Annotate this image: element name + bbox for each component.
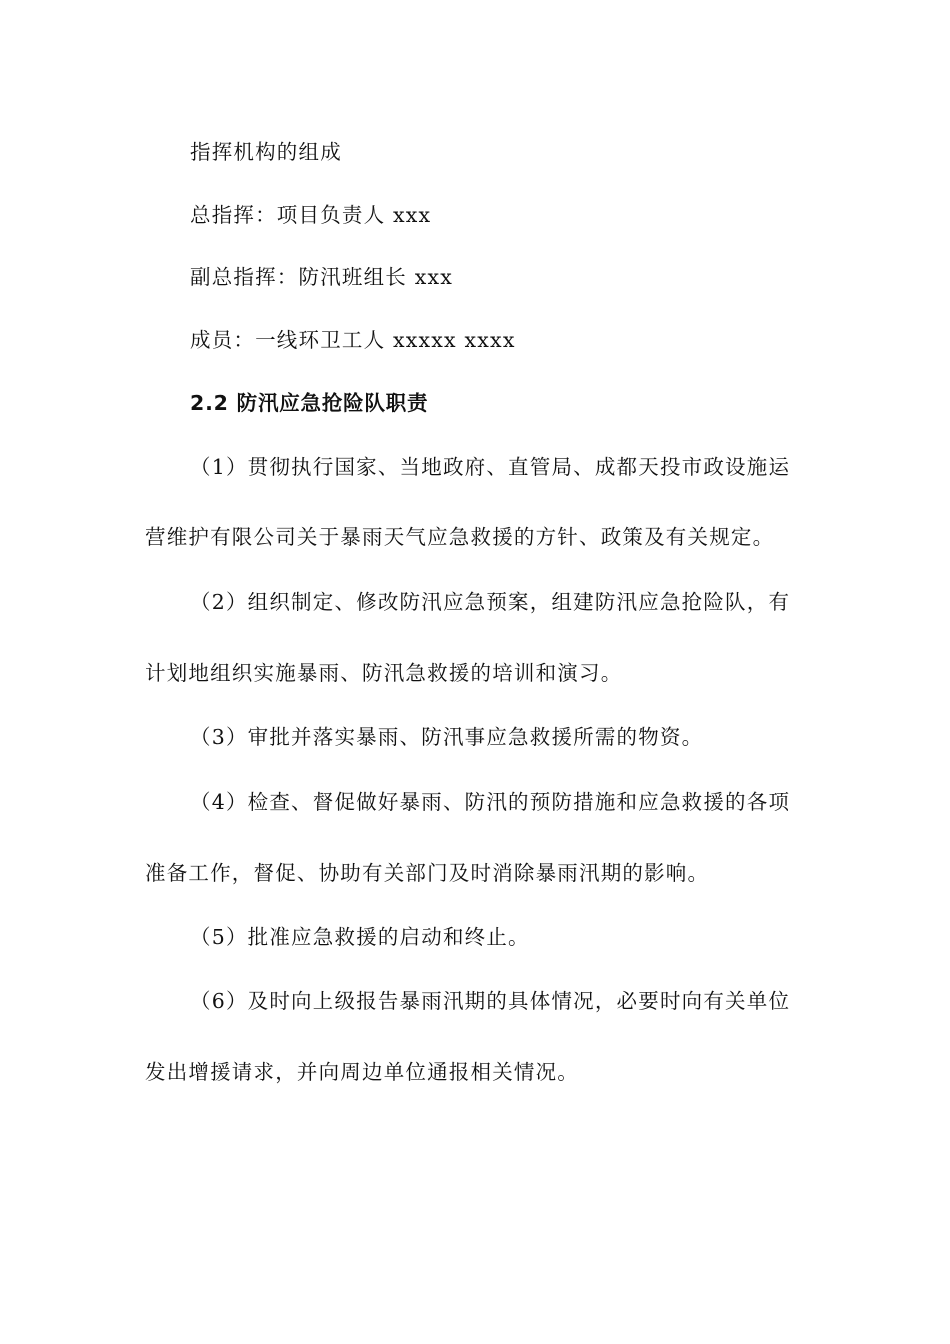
duty-6-line-2: 发出增援请求，并向周边单位通报相关情况。 [145,1060,579,1084]
org-commander: 总指挥：项目负责人 xxx [190,203,432,227]
duty-6-line-1: （6）及时向上级报告暴雨汛期的具体情况，必要时向有关单位 [190,989,791,1013]
duty-4-line-1: （4）检查、督促做好暴雨、防汛的预防措施和应急救援的各项 [190,790,791,814]
section-heading: 2.2 防汛应急抢险队职责 [190,391,429,415]
org-members: 成员：一线环卫工人 xxxxx xxxx [190,328,516,352]
org-deputy: 副总指挥：防汛班组长 xxx [190,265,453,289]
duty-5-line-1: （5）批准应急救援的启动和终止。 [190,925,530,949]
duty-3-line-1: （3）审批并落实暴雨、防汛事应急救援所需的物资。 [190,725,704,749]
duty-1-line-1: （1）贯彻执行国家、当地政府、直管局、成都天投市政设施运 [190,455,791,479]
duty-4-line-2: 准备工作，督促、协助有关部门及时消除暴雨汛期的影响。 [145,861,710,885]
org-title: 指挥机构的组成 [190,140,342,164]
duty-1-line-2: 营维护有限公司关于暴雨天气应急救援的方针、政策及有关规定。 [145,525,775,549]
duty-2-line-1: （2）组织制定、修改防汛应急预案，组建防汛应急抢险队，有 [190,590,791,614]
duty-2-line-2: 计划地组织实施暴雨、防汛急救援的培训和演习。 [145,661,623,685]
